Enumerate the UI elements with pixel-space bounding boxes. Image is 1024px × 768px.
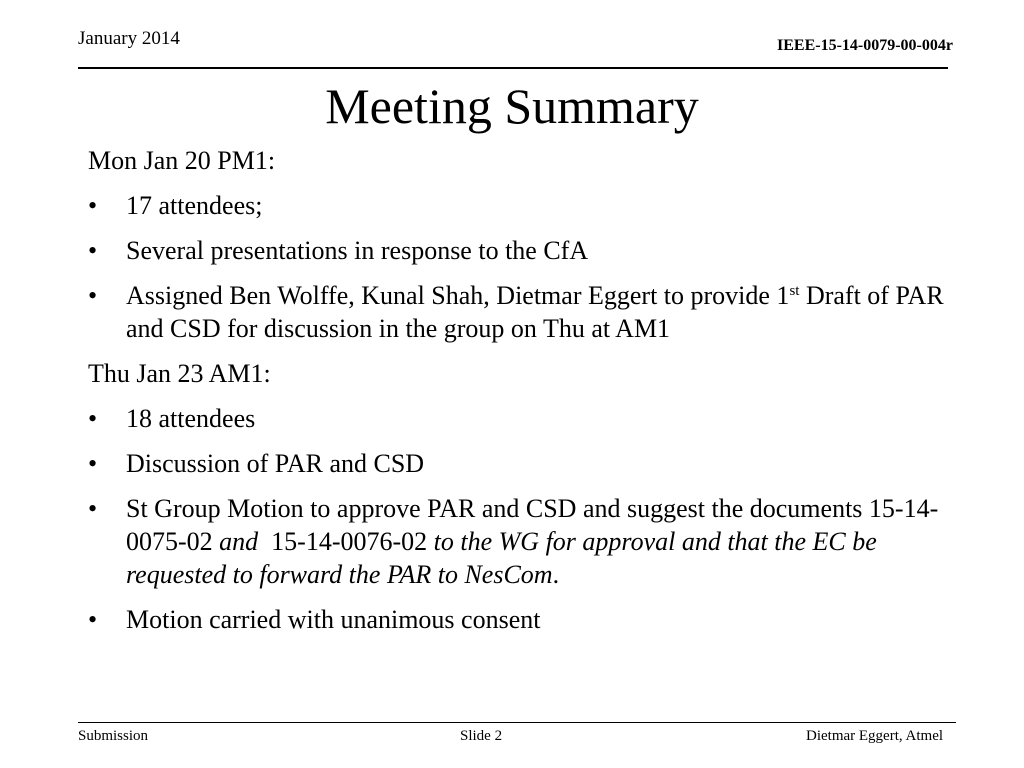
superscript: st	[789, 283, 800, 299]
bullet-item	[88, 447, 958, 480]
slide-title: Meeting Summary	[325, 78, 699, 134]
bullet-dot: •	[88, 236, 98, 265]
bullet-text: Motion carried with unanimous consent	[126, 605, 541, 634]
bullet-text: 17 attendees;	[126, 191, 263, 220]
bullet-item	[88, 402, 958, 435]
bullet-text: Several presentations in response to the CfA	[126, 236, 589, 265]
footer-slide-number: Slide 2	[460, 728, 503, 744]
bullet-dot: •	[88, 494, 98, 523]
bullet-item	[88, 603, 958, 636]
bullet-item-motion	[88, 492, 958, 591]
section-heading-mon: Mon Jan 20 PM1:	[88, 146, 276, 175]
bullet-dot: •	[88, 191, 98, 220]
bullet-item	[88, 234, 958, 267]
footer-rule	[78, 722, 956, 723]
bullet-item	[88, 279, 958, 345]
bullet-dot: •	[88, 281, 98, 310]
footer-author: Dietmar Eggert, Atmel	[806, 728, 944, 744]
footer-submission: Submission	[78, 728, 149, 744]
bullet-dot: •	[88, 605, 98, 634]
bullet-text: St Group Motion to approve PAR and CSD and suggest the documents 15-14-0075-02 and 15-14-0076-02 to the WG for approval and that the EC be requested to forward the PAR to NesCom.	[126, 494, 939, 589]
slide-body	[88, 144, 958, 648]
bullet-item	[88, 189, 958, 222]
bullet-dot: •	[88, 404, 98, 433]
bullet-text: Assigned Ben Wolffe, Kunal Shah, Dietmar Eggert to provide 1st Draft of PAR and CSD for discussion in the group on Thu at AM1	[126, 281, 944, 343]
section-heading-thu: Thu Jan 23 AM1:	[88, 359, 271, 388]
header-rule	[78, 67, 948, 69]
bullet-text: Discussion of PAR and CSD	[126, 449, 425, 478]
bullet-dot: •	[88, 449, 98, 478]
header-doc-id: IEEE-15-14-0079-00-004r	[777, 37, 953, 54]
bullet-text: 18 attendees	[126, 404, 256, 433]
header-date: January 2014	[78, 28, 180, 49]
